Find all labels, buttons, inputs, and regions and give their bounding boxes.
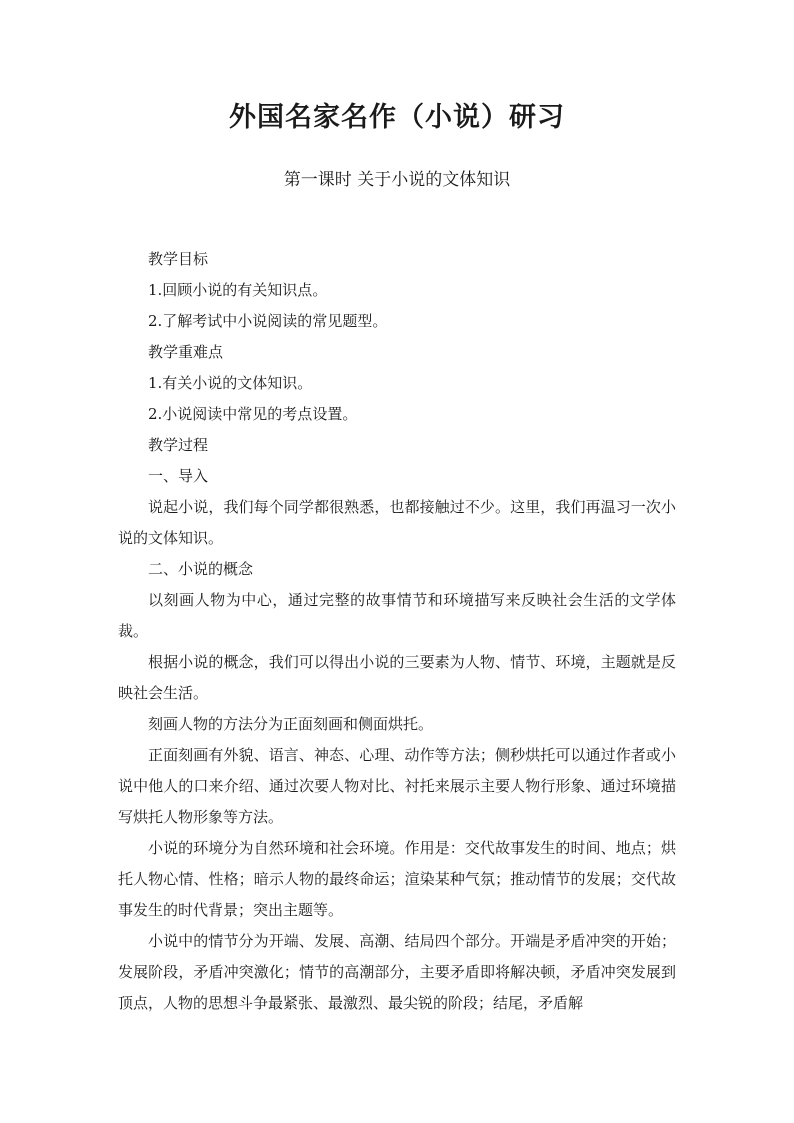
paragraph: 2.小说阅读中常见的考点设置。: [148, 405, 358, 423]
paragraph: 以刻画人物为中心，通过完整的故事情节和环境描写来反映社会生活的文学体裁。: [118, 591, 676, 640]
paragraph: 教学目标: [148, 250, 209, 268]
paragraph: 教学过程: [148, 436, 209, 454]
document-title: 外国名家名作（小说）研习: [229, 102, 565, 133]
paragraph: 1.回顾小说的有关知识点。: [148, 281, 328, 299]
paragraph: 正面刻画有外貌、语言、神态、心理、动作等方法；侧秒烘托可以通过作者或小说中他人的口来介绍、通过次要人物对比、衬托来展示主要人物行形象、通过环境描写烘托人物形象等方法。: [118, 746, 676, 826]
paragraph: 教学重难点: [148, 343, 224, 361]
paragraph: 根据小说的概念，我们可以得出小说的三要素为人物、情节、环境，主题就是反映社会生活。: [118, 653, 676, 702]
paragraph: 2.了解考试中小说阅读的常见题型。: [148, 312, 388, 330]
paragraph: 小说的环境分为自然环境和社会环境。作用是：交代故事发生的时间、地点；烘托人物心情、性格；暗示人物的最终命运；渲染某种气氛；推动情节的发展；交代故事发生的时代背景；突出主题等。: [118, 839, 676, 919]
paragraph: 一、导入: [148, 467, 209, 485]
paragraph: 小说中的情节分为开端、发展、高潮、结局四个部分。开端是矛盾冲突的开始；发展阶段，矛盾冲突激化；情节的高潮部分，主要矛盾即将解决顿，矛盾冲突发展到顶点，人物的思想斗争最紧张、最激烈、最尖锐的阶段；结尾，矛盾解: [118, 932, 676, 1012]
paragraph: 说起小说，我们每个同学都很熟悉，也都接触过不少。这里，我们再温习一次小说的文体知识。: [118, 498, 676, 547]
document-subtitle: 第一课时 关于小说的文体知识: [283, 170, 511, 190]
paragraph: 刻画人物的方法分为正面刻画和侧面烘托。: [148, 715, 434, 733]
document-body: [118, 244, 676, 1019]
paragraph: 1.有关小说的文体知识。: [148, 374, 313, 392]
paragraph: 二、小说的概念: [148, 560, 254, 578]
